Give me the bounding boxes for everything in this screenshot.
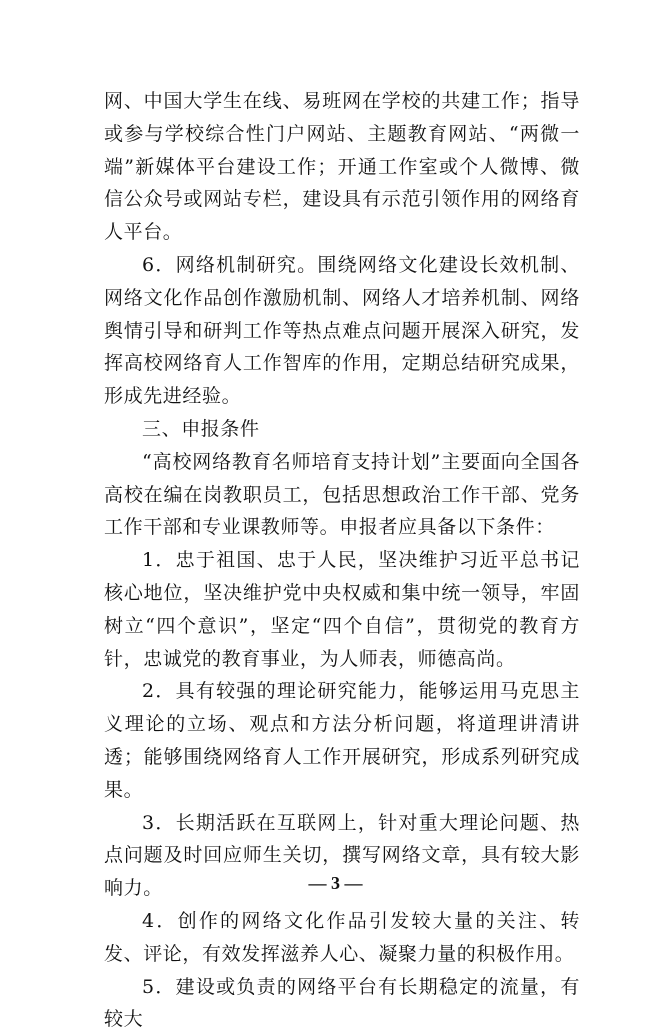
page-number: — 3 — bbox=[308, 873, 363, 893]
paragraph-condition-1: 1．忠于祖国、忠于人民，坚决维护习近平总书记核心地位，坚决维护党中央权威和集中统一领导，牢固树立“四个意识”，坚定“四个自信”，贯彻党的教育方针，忠诚党的教育事业，为人师表，师德高尚。 bbox=[104, 549, 580, 670]
paragraph-intro: “高校网络教育名师培育支持计划”主要面向全国各高校在编在岗教职员工，包括思想政治工作干部、党务工作干部和专业课教师等。申报者应具备以下条件： bbox=[104, 450, 580, 539]
paragraph-item-6: 6．网络机制研究。围绕网络文化建设长效机制、网络文化作品创作激励机制、网络人才培养机制、网络舆情引导和研判工作等热点难点问题开展深入研究，发挥高校网络育人工作智库的作用，定期总结研究成果，形成先进经验。 bbox=[104, 253, 580, 408]
section-heading: 三、申报条件 bbox=[142, 417, 260, 440]
paragraph-condition-4: 4．创作的网络文化作品引发较大量的关注、转发、评论，有效发挥滋养人心、凝聚力量的积极作用。 bbox=[104, 909, 580, 965]
paragraph-condition-3: 3．长期活跃在互联网上，针对重大理论问题、热点问题及时回应师生关切，撰写网络文章，具有较大影响力。 bbox=[104, 811, 580, 900]
paragraph-condition-5: 5．建设或负责的网络平台有长期稳定的流量，有较大 bbox=[104, 975, 580, 1031]
paragraph-continuation: 网、中国大学生在线、易班网在学校的共建工作；指导或参与学校综合性门户网站、主题教育网站、“两微一端”新媒体平台建设工作；开通工作室或个人微博、微信公众号或网站专栏，建设具有示范引领作用的网络育人平台。 bbox=[104, 90, 580, 244]
paragraph-condition-2: 2．具有较强的理论研究能力，能够运用马克思主义理论的立场、观点和方法分析问题，将道理讲清讲透；能够围绕网络育人工作开展研究，形成系列研究成果。 bbox=[104, 680, 580, 801]
